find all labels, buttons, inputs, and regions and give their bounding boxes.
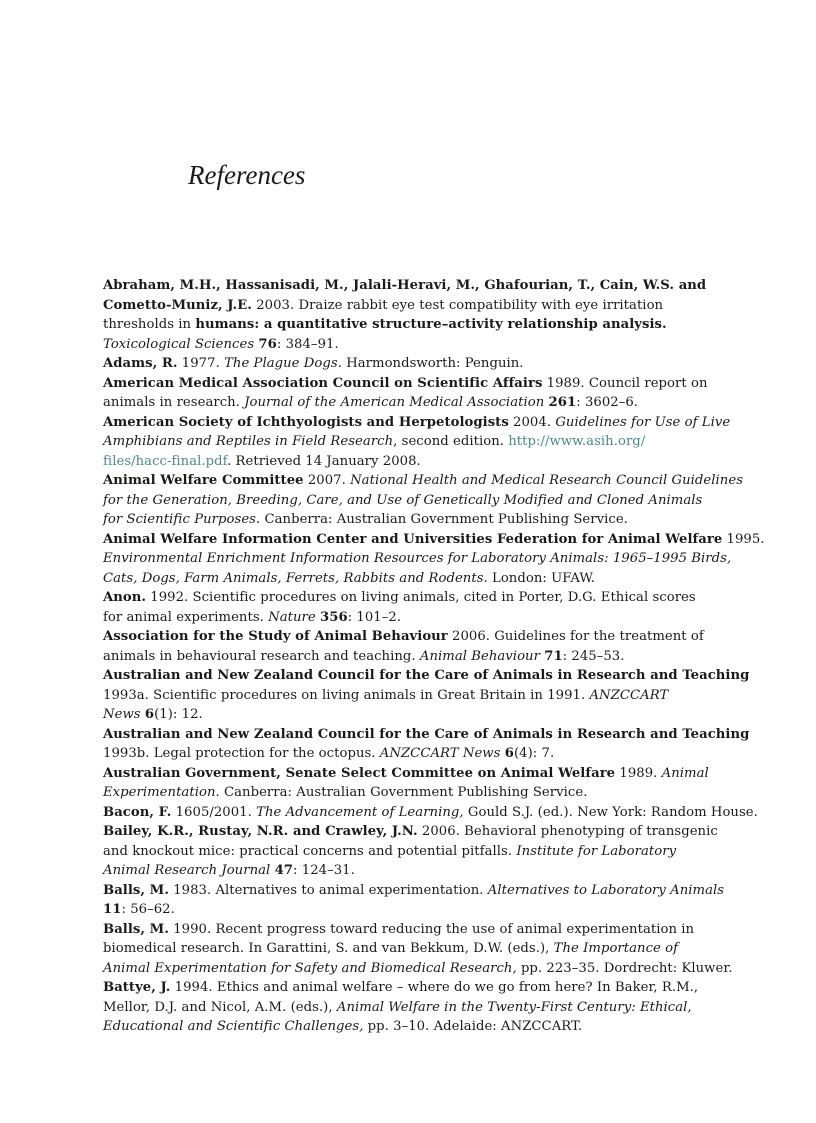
reference-author: Australian and New Zealand Council for the Care of Animals in Research and Teaching (103, 668, 750, 683)
reference-volume: humans: a quantitative structure–activity relationship analysis. (195, 317, 667, 332)
reference-text: 1994. Ethics and animal welfare – where do we go from here? In Baker, R.M., (170, 980, 699, 995)
reference-author: Battye, J. (103, 980, 171, 995)
reference-text: 1992. Scientific procedures on living animals, cited in Porter, D.G. Ethical scores (146, 590, 696, 605)
reference-line (103, 686, 723, 706)
reference-italic-text: The Advancement of Learning, (256, 804, 464, 820)
reference-italic-text: Institute for Laboratory (516, 843, 677, 859)
reference-italic-text: The Importance of (553, 941, 679, 956)
reference-text: : 56–62. (121, 902, 175, 917)
reference-line (103, 315, 723, 335)
reference-link[interactable]: http://www.asih.org/ (508, 434, 646, 449)
reference-italic-text: Animal Welfare in the Twenty-First Century: Ethical, (336, 999, 692, 1015)
reference-text: 1993b. Legal protection for the octopus. (103, 746, 380, 761)
reference-line (103, 900, 723, 920)
reference-text: pp. 223–35. Dordrecht: Kluwer. (516, 960, 733, 976)
reference-text: 2003. Draize rabbit eye test compatibility with eye irritation (251, 297, 664, 313)
reference-line (103, 725, 750, 745)
reference-line (103, 920, 723, 940)
reference-line (103, 549, 732, 569)
page-heading: References (188, 160, 306, 190)
reference-text: 1983. Alternatives to animal experimentation. (168, 882, 488, 898)
reference-author: Bailey, K.R., Rustay, N.R. and Crawley, J.N. (103, 824, 418, 839)
reference-italic-text: Guidelines for Use of Live (555, 414, 731, 430)
reference-volume: 71 (544, 648, 563, 664)
reference-volume: 76 (258, 336, 277, 352)
reference-volume: 6 (144, 707, 155, 722)
reference-author: Australian Government, Senate Select Committee on Animal Welfare (103, 765, 616, 781)
reference-entry (103, 725, 750, 764)
reference-entry (103, 764, 723, 803)
reference-italic-text: National Health and Medical Research Council Guidelines (350, 473, 744, 488)
reference-author: Animal Welfare Information Center and Universities Federation for Animal Welfare (103, 531, 723, 547)
reference-line (103, 588, 723, 608)
reference-text: 2006. Behavioral phenotyping of transgenic (417, 824, 718, 839)
reference-text: thresholds in (103, 317, 196, 332)
reference-italic-text: Animal Experimentation for Safety and Biomedical Research, (103, 960, 517, 976)
reference-line (103, 374, 723, 394)
reference-line (103, 978, 723, 998)
reference-line (103, 861, 723, 881)
reference-italic-text: Animal Research Journal (103, 863, 271, 878)
reference-line (103, 432, 723, 452)
reference-italic-text: Nature (268, 609, 316, 625)
reference-line (103, 296, 723, 316)
reference-italic-text: for the Generation, Breeding, Care, and Use of Genetically Modified and Cloned Animals (103, 492, 703, 508)
reference-line (103, 393, 723, 413)
reference-text: 2007. (303, 473, 351, 488)
reference-italic-text: Amphibians and Reptiles in Field Research (103, 434, 394, 449)
reference-entry (103, 530, 765, 589)
reference-text: , second edition. (393, 434, 509, 449)
reference-text: : 384–91. (276, 336, 339, 352)
reference-author: American Medical Association Council on Scientific Affairs (103, 375, 543, 391)
reference-italic-text: Animal Behaviour (419, 648, 540, 664)
reference-text: . Retrieved 14 January 2008. (227, 453, 421, 469)
reference-text: 1977. (177, 356, 225, 371)
reference-entry (103, 276, 723, 354)
reference-italic-text: Educational and Scientific Challenges, (103, 1019, 364, 1034)
reference-line (103, 959, 733, 979)
reference-line (103, 491, 723, 511)
reference-line (103, 881, 725, 901)
reference-line (103, 608, 723, 628)
reference-text: 1989. (615, 765, 662, 781)
reference-text: 1989. Council report on (542, 375, 708, 391)
reference-line (103, 822, 723, 842)
reference-entry (103, 803, 758, 823)
reference-line (103, 744, 723, 764)
reference-author: Adams, R. (103, 356, 178, 371)
reference-italic-text: Environmental Enrichment Information Resources for Laboratory Animals: 1965–1995 Birds, (103, 551, 732, 566)
reference-text: 1993a. Scientific procedures on living animals in Great Britain in 1991. (103, 687, 590, 703)
reference-author: Cometto-Muniz, J.E. (103, 297, 252, 313)
reference-line (103, 998, 723, 1018)
reference-line (103, 530, 765, 550)
reference-text: (1): 12. (154, 707, 203, 722)
reference-line (103, 335, 723, 355)
reference-text: for animal experiments. (103, 609, 269, 625)
reference-line (103, 842, 723, 862)
reference-text: Harmondsworth: Penguin. (341, 356, 524, 371)
reference-volume: 6 (504, 746, 514, 761)
reference-text: animals in behavioural research and teaching. (103, 648, 420, 664)
reference-entry (103, 822, 723, 881)
reference-line (103, 510, 723, 530)
reference-author: Abraham, M.H., Hassanisadi, M., Jalali-Heravi, M., Ghafourian, T., Cain, W.S. and (103, 278, 707, 293)
reference-author: Bacon, F. (103, 804, 172, 820)
reference-text: 1995. (722, 531, 765, 547)
reference-italic-text: Journal of the American Medical Association (244, 395, 545, 410)
reference-text: : 101–2. (347, 609, 402, 625)
reference-entry (103, 666, 750, 725)
reference-line (103, 666, 750, 686)
reference-text: 1605/2001. (171, 804, 257, 820)
reference-line (103, 939, 723, 959)
reference-text: Canberra: Australian Government Publishing Service. (219, 785, 588, 800)
reference-italic-text: ANZCCART News (379, 746, 501, 761)
reference-author: American Society of Ichthyologists and Herpetologists (103, 414, 509, 430)
reference-italic-text: News (103, 707, 141, 722)
reference-volume: 356 (320, 609, 348, 625)
reference-line (103, 413, 731, 433)
reference-entry (103, 471, 744, 530)
reference-entry (103, 354, 723, 374)
reference-line (103, 803, 758, 823)
reference-author: Balls, M. (103, 882, 169, 898)
reference-volume: 11 (103, 902, 122, 917)
reference-text: 2004. (508, 414, 556, 430)
reference-list (103, 276, 765, 1037)
reference-entry (103, 588, 723, 627)
reference-italic-text: Experimentation. (103, 785, 220, 800)
reference-author: Anon. (103, 590, 147, 605)
reference-author: Australian and New Zealand Council for the Care of Animals in Research and Teaching (103, 726, 750, 742)
reference-text: Canberra: Australian Government Publishing Service. (260, 512, 628, 527)
reference-italic-text: Toxicological Sciences (103, 336, 255, 352)
reference-entry (103, 374, 723, 413)
reference-italic-text: ANZCCART (589, 687, 669, 703)
reference-italic-text: The Plague Dogs. (224, 356, 342, 371)
reference-italic-text: Cats, Dogs, Farm Animals, Ferrets, Rabbits and Rodents. (103, 570, 488, 586)
reference-author: Balls, M. (103, 921, 169, 937)
reference-line (103, 1017, 723, 1037)
reference-italic-text: for Scientific Purposes. (103, 512, 261, 527)
reference-text: 2006. Guidelines for the treatment of (447, 629, 704, 644)
reference-line (103, 764, 723, 784)
reference-text: : 3602–6. (576, 395, 639, 410)
reference-line (103, 452, 723, 472)
reference-volume: 47 (274, 863, 294, 878)
reference-author: Animal Welfare Committee (103, 473, 304, 488)
reference-author: Association for the Study of Animal Behaviour (103, 629, 448, 644)
reference-italic-text: Animal (661, 765, 709, 781)
reference-link[interactable]: files/hacc-final.pdf (103, 453, 228, 469)
reference-entry (103, 920, 733, 979)
reference-line (103, 647, 723, 667)
reference-line (103, 783, 723, 803)
reference-text: biomedical research. In Garattini, S. and van Bekkum, D.W. (eds.), (103, 941, 554, 956)
reference-text: pp. 3–10. Adelaide: ANZCCART. (363, 1019, 583, 1034)
reference-entry (103, 413, 731, 472)
reference-text: 1990. Recent progress toward reducing the use of animal experimentation in (168, 921, 695, 937)
reference-text: animals in research. (103, 395, 245, 410)
reference-text: : 124–31. (293, 863, 355, 878)
reference-line (103, 705, 723, 725)
reference-text: : 245–53. (562, 648, 625, 664)
reference-text: (4): 7. (513, 746, 555, 761)
reference-text: Mellor, D.J. and Nicol, A.M. (eds.), (103, 999, 337, 1015)
reference-line (103, 276, 723, 296)
reference-text: Gould S.J. (ed.). New York: Random House. (463, 804, 758, 820)
reference-entry (103, 627, 723, 666)
reference-entry (103, 881, 723, 920)
reference-italic-text: Alternatives to Laboratory Animals (487, 882, 725, 898)
reference-line (103, 569, 723, 589)
reference-text: London: UFAW. (487, 570, 595, 586)
reference-entry (103, 978, 723, 1037)
reference-volume: 261 (548, 395, 577, 410)
reference-text: and knockout mice: practical concerns and potential pitfalls. (103, 843, 517, 859)
reference-line (103, 627, 723, 647)
reference-line (103, 354, 723, 374)
reference-line (103, 471, 744, 491)
